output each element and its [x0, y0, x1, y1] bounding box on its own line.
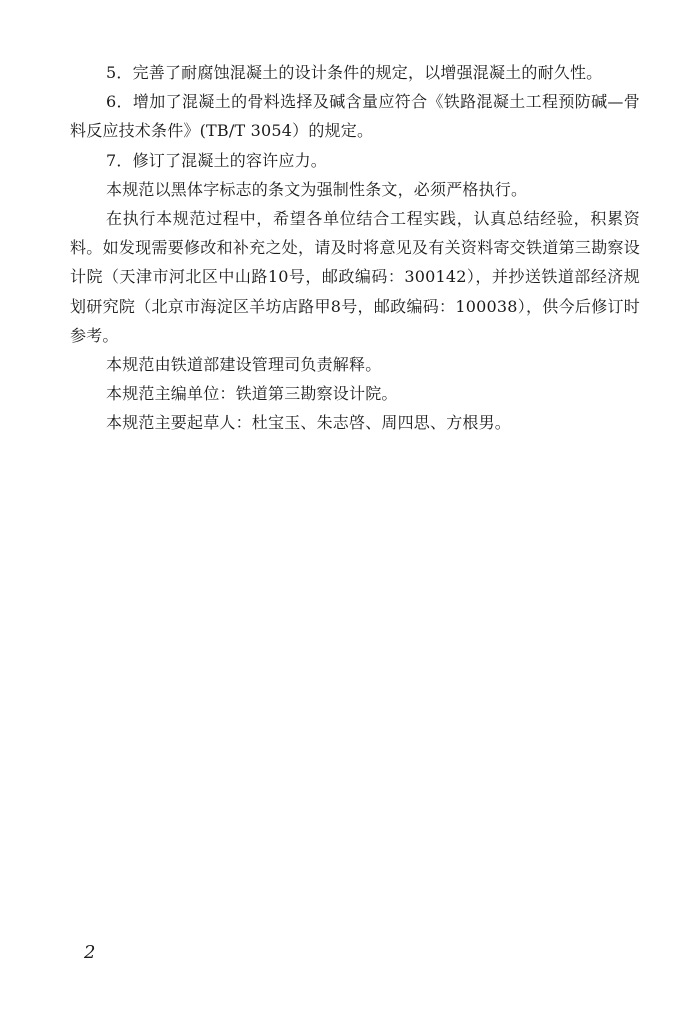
body-text	[70, 58, 640, 438]
paragraph-item-5: 5．完善了耐腐蚀混凝土的设计条件的规定，以增强混凝土的耐久性。	[106, 63, 603, 82]
paragraph-feedback-request: 在执行本规范过程中，希望各单位结合工程实践，认真总结经验，积累资料。如发现需要修改和补充之处，请及时将意见及有关资料寄交铁道第三勘察设计院（天津市河北区中山路10号，邮政编码：300142），并抄送铁道部经济规划研究院（北京市海淀区羊坊店路甲8号，邮政编码：100038），供今后修订时参考。	[70, 209, 640, 345]
paragraph-interpretation: 本规范由铁道部建设管理司负责解释。	[106, 355, 382, 375]
page-number: 2	[84, 942, 96, 963]
paragraph-item-6: 6．增加了混凝土的骨料选择及碱含量应符合《铁路混凝土工程预防碱—骨料反应技术条件》(TB/T 3054）的规定。	[70, 92, 640, 141]
paragraph-drafters: 本规范主要起草人：杜宝玉、朱志啓、周四思、方根男。	[106, 413, 512, 433]
paragraph-item-7: 7．修订了混凝土的容许应力。	[106, 150, 327, 170]
paragraph-mandatory-note: 本规范以黑体字标志的条文为强制性条文，必须严格执行。	[106, 179, 528, 199]
paragraph-chief-editor: 本规范主编单位：铁道第三勘察设计院。	[106, 384, 398, 404]
